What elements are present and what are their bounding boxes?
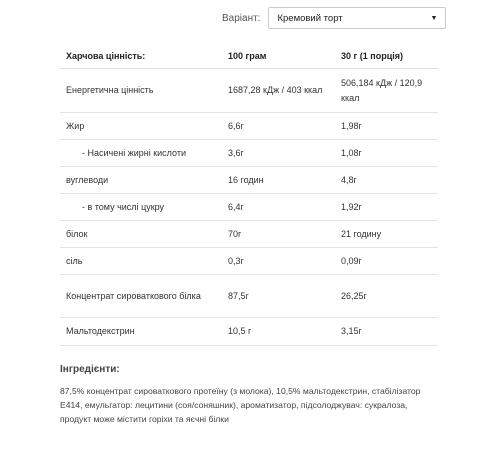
nutrient-name: Концентрат сироваткового білка [60,275,222,318]
ingredients-text: 87,5% концентрат сироваткового протеїну (з молока), 10,5% мальтодекстрин, стабілізатор Е414, емульгатор: лецитини (соя/соняшник), ароматизатор, підсолоджувач: сукралоза, продукт може містити горіхи та яєчні білки [60,386,421,424]
nutrition-table [60,43,438,346]
value-per-serving: 506,184 кДж / 120,9 ккал [335,69,438,113]
variant-label: Варіант: [222,12,261,24]
nutrient-name: Енергетична цінність [60,69,222,113]
value-per-100g: 10,5 г [222,318,335,346]
table-row [60,167,438,194]
nutrient-name: - Насичені жирні кислоти [60,140,222,167]
value-per-serving: 1,98г [335,113,438,140]
value-per-100g: 6,6г [222,113,335,140]
value-per-serving: 21 годину [335,221,438,248]
variant-dropdown[interactable] [268,7,446,29]
variant-selector [222,7,446,29]
value-per-serving: 1,08г [335,140,438,167]
nutrition-header-row [60,43,438,69]
value-per-100g: 87,5г [222,275,335,318]
nutrient-name: сіль [60,248,222,275]
value-per-serving: 4,8г [335,167,438,194]
header-nutrient: Харчова цінність: [60,43,222,69]
ingredients-title: Інгредієнти: [60,364,120,375]
value-per-serving: 0,09г [335,248,438,275]
table-row [60,69,438,113]
value-per-serving: 26,25г [335,275,438,318]
table-row [60,221,438,248]
value-per-100g: 6,4г [222,194,335,221]
value-per-100g: 16 годин [222,167,335,194]
table-row [60,318,438,346]
nutrient-name: Жир [60,113,222,140]
header-per-100g: 100 грам [222,43,335,69]
table-row [60,275,438,318]
value-per-100g: 70г [222,221,335,248]
table-row [60,140,438,167]
nutrient-name: - в тому числі цукру [60,194,222,221]
variant-selected-value: Кремовий торт [277,12,343,24]
table-row [60,248,438,275]
value-per-100g: 1687,28 кДж / 403 ккал [222,69,335,113]
nutrient-name: вуглеводи [60,167,222,194]
value-per-serving: 3,15г [335,318,438,346]
value-per-100g: 3,6г [222,140,335,167]
table-row [60,113,438,140]
nutrient-name: білок [60,221,222,248]
header-per-serving: 30 г (1 порція) [335,43,438,69]
caret-down-icon: ▼ [430,14,438,22]
table-row [60,194,438,221]
value-per-100g: 0,3г [222,248,335,275]
nutrient-name: Мальтодекстрин [60,318,222,346]
value-per-serving: 1,92г [335,194,438,221]
